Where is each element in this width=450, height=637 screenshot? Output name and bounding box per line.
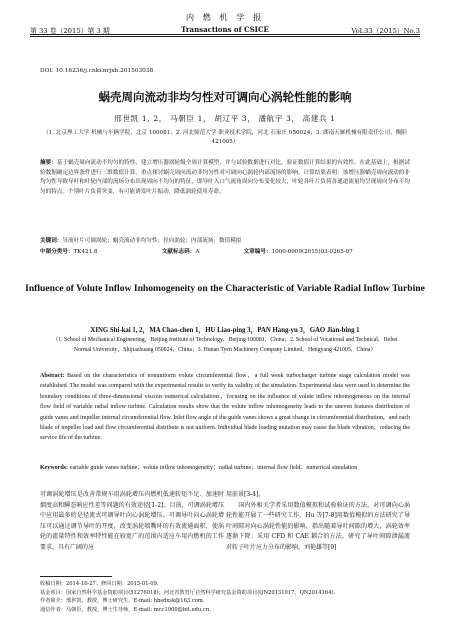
header-rule-thin bbox=[30, 36, 420, 37]
doi[interactable]: DOI: 10.16236/j.cnki.nrjxb.201503038 bbox=[40, 68, 154, 74]
journal-name-en: Transactions of CSICE bbox=[181, 25, 269, 34]
header-rule bbox=[30, 34, 420, 35]
chinese-authors: 邢世凯 1, 2， 马朝臣 1， 胡辽平 3， 潘航宇 3， 高建兵 1 bbox=[114, 114, 336, 123]
chinese-title: 蜗壳周向流动非均匀性对可调向心涡轮性能的影响 bbox=[98, 90, 352, 104]
english-keywords bbox=[40, 463, 410, 473]
english-affiliation: （1. School of Mechanical Engineering，Beijing Institute of Technology，Beijing 100081，China；2. School of Vocational and Technical，Hebei Normal University，Shijiazhuang 050024，China；3. Hunan Tyen Machinery Company Limited，Hengyang 421005，China） bbox=[52, 337, 398, 353]
volume-info: Vol.33（2015）No.3 bbox=[351, 27, 420, 35]
chinese-keywords bbox=[40, 237, 410, 246]
footnote-rule bbox=[40, 576, 112, 577]
clc-value: TK421.8 bbox=[73, 249, 98, 255]
body-column-left: 可调涡轮增压是改善常规车用涡轮增压内燃机低速转矩不足、加速时烟度高和瞬态响应性差等问题的有效途径[1-2]。目前，可调涡轮增压中应用最多的是径流式可调导叶向心涡轮增压。可调导叶向心涡轮增压可以通过调节导叶的开度，改变涡轮喷嘴环的有效流通面积，使涡轮的流量特性和效率特性能在较宽广的范围内适应车用内燃机的工作要求，具有广阔的应 bbox=[40, 491, 224, 551]
journal-name-cn: 内 燃 机 学 报 bbox=[185, 12, 265, 22]
classification-line bbox=[40, 247, 410, 255]
english-keywords-label: Keywords: bbox=[40, 465, 68, 471]
running-header bbox=[30, 10, 420, 50]
chinese-affiliation: （1. 北京理工大学 机械与车辆学院，北京 100081；2. 河北师范大学 职业技术学院，河北 石家庄 050024；3. 湖南天雁机械有限责任公司，衡阳 421005） bbox=[43, 130, 407, 145]
doc-code-label: 文献标志码： bbox=[161, 249, 196, 255]
footnote-fund: 基金项目：国家自然科学基金资助项目(51276018)；河北省教育厅自然科学研究基金资助项目(QN20131017，QN2014164). bbox=[40, 589, 336, 596]
chinese-keywords-label: 关键词： bbox=[40, 238, 63, 244]
english-keywords-text: variable guide vanes turbine；volute inflow inhomogeneity；radial turbine；internal flow field；numerical simulation bbox=[69, 465, 358, 471]
english-abstract-label: Abstract: bbox=[40, 373, 65, 379]
chinese-abstract-label: 摘要： bbox=[40, 160, 57, 166]
issue-info: 第 33 卷（2015）第 3 期 bbox=[30, 27, 110, 35]
english-abstract-text: Based on the characteristics of nonuniform volute circumferential flow，a full week turbocharger turbine stage calculation model was established. The model was compared with the experimental results to verify its validity of the simulation. Experimental data were used to determine the boundary conditions of three-dimensional viscous numerical calculations，focusing on the influence of volute inflow inhomogeneous on the internal flow field of variable radial inflow turbine. Calculation results show that the volute inflow inhomogeneity leads to the uneven features distribution of guide vanes and impeller internal circumferential flow. Inlet flow angle of the guide vanes shows a great change in circumferential distribution，and each blade of impeller load and flow circumferential distribute is not uniform. Individual blade loading mutation may cause the blade vibration，reducing the service life of the turbine. bbox=[40, 373, 411, 442]
footnote-author: 作者简介：邢世凯，教授，博士研究生，E-mail: hbsdxsk@163.com. bbox=[40, 598, 205, 605]
footnote bbox=[40, 580, 410, 614]
english-authors: XING Shi-kai 1, 2，MA Chao-chen 1，HU Liao-ping 3，PAN Hang-yu 3，GAO Jian-bing 1 bbox=[90, 327, 360, 334]
article-no-value: 1000-0909(2015)03-0265-07 bbox=[271, 249, 353, 255]
footnote-received: 收稿日期：2014-10-27；修回日期：2015-01-09. bbox=[40, 581, 159, 587]
chinese-abstract bbox=[40, 159, 410, 197]
body-column-right: 用前景[3-4]。 国内外相关学者采用数值模拟和试验验证的方法，对可调向心涡轮性能开展了一些研究工作。Hu 等[7-8]用数值模拟的方法研究了导叶间隙对向心涡轮性能的影响，指出随着导叶间隙的增大，涡轮效率逐渐下降；采用 CFD 和 CAE 耦合的方法，研究了导叶间隙泄漏流对转子叶片应力分布的影响。刘艳雄等[9] bbox=[226, 491, 410, 551]
footnote-contact: 通信作者：马朝臣，教授，博士生导师，E-mail: mcc1900@bit.edu.cn. bbox=[40, 606, 211, 613]
english-title: Influence of Volute Inflow Inhomogeneity on the Characteristic of Variable Radial Inflow Turbine bbox=[25, 283, 425, 294]
doc-code-value: A bbox=[195, 249, 200, 255]
english-abstract bbox=[40, 371, 410, 444]
chinese-abstract-text: 基于蜗壳周向流动不均匀的特性，建立增压器涡轮级全周计算模型，并与试验数据进行对比，验证数值计算结果的有效性。在此基础上，根据试验数据确定边界条件进行三维数值计算，重点探讨蜗壳周向流动非均匀性对可调向心涡轮内部流场的影响。计算结果表明：该增压器蜗壳周向流动的非均匀性导致导叶和叶轮内部的流场分布出现周向不均匀的特征，即导叶入口气流角周向分布变化较大，叶轮各叶片负荷各通道流量均呈现周向分布不均匀的特点。个别叶片负荷突变，有可能诱发叶片振动，降低涡轮使用寿命。 bbox=[40, 160, 410, 195]
chinese-keywords-text: 导流叶片可调涡轮；蜗壳流动非均匀性；径向涡轮；内部流场；数值模拟 bbox=[62, 238, 242, 244]
clc-label: 中图分类号： bbox=[40, 249, 74, 255]
article-no-label: 文章编号： bbox=[243, 249, 272, 255]
